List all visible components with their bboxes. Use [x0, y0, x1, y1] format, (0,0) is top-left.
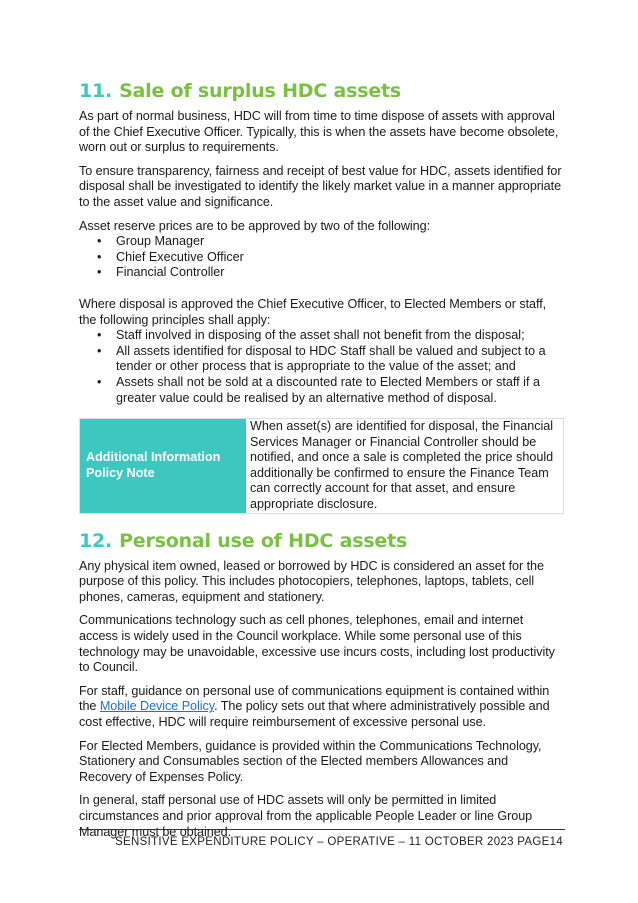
paragraph: Asset reserve prices are to be approved by two of the following:: [79, 218, 431, 233]
page-footer: SENSITIVE EXPENDITURE POLICY – OPERATIVE – 11 OCTOBER 2023 PAGE14: [115, 836, 563, 848]
policy-note-box: [79, 418, 564, 514]
section-number: 11.: [79, 80, 113, 102]
label-line: Additional Information: [86, 450, 221, 465]
section-12-heading: [79, 528, 564, 554]
section-number: 12.: [79, 529, 113, 552]
section-title: Sale of surplus HDC assets: [119, 80, 402, 102]
paragraph: In general, staff personal use of HDC assets will only be permitted in limited circumstances and prior approval from the applicable People Leader or line Group Manager must be obtained.: [79, 793, 533, 839]
paragraph: For Elected Members, guidance is provided within the Communications Technology, Stationery and Consumables section of the Elected members Allowances and Recovery of Expenses Policy.: [79, 738, 542, 784]
principles-list: [79, 328, 564, 406]
text-run: For staff, guidance on personal use of communications equipment is contained within the: [79, 683, 550, 714]
mobile-device-policy-link[interactable]: Mobile Device Policy: [99, 699, 215, 714]
page-content: [79, 78, 564, 840]
paragraph: Communications technology such as cell phones, telephones, email and internet access is widely used in the Council workplace. While some personal use of this technology may be unavoidable, excessive use incurs costs, including lost productivity to Council.: [79, 613, 555, 675]
paragraph: Where disposal is approved the Chief Executive Officer, to Elected Members or staff, the following principles shall apply:: [79, 296, 547, 327]
paragraph: As part of normal business, HDC will from time to time dispose of assets with approval of the Chief Executive Officer. Typically, this is when the assets have become obsolete, worn out or surplus to requirements.: [79, 109, 559, 155]
policy-note-label: [80, 419, 246, 513]
list-item: • Chief Executive Officer: [79, 250, 564, 266]
text-run: . The policy sets out that where administratively possible and cost effective, HDC will require reimbursement of excessive personal use.: [79, 699, 550, 729]
paragraph: To ensure transparency, fairness and receipt of best value for HDC, assets identified for disposal shall be investigated to identify the likely market value in a manner appropriate to the asset value and significance.: [79, 163, 562, 209]
list-item: • All assets identified for disposal to HDC Staff shall be valued and subject to a tender or other process that is appropriate to the value of the asset; and: [79, 344, 564, 375]
footer-divider: [79, 829, 565, 830]
list-item: • Assets shall not be sold at a discounted rate to Elected Members or staff if a greater value could be realised by an alternative method of disposal.: [79, 375, 564, 406]
policy-note-text: When asset(s) are identified for disposal, the Financial Services Manager or Financial Controller should be notified, and once a sale is completed the price should additionally be confirmed to ensure the Finance Team can correctly account for that asset, and ensure appropriate disclosure.: [250, 419, 554, 512]
list-item: • Staff involved in disposing of the asset shall not benefit from the disposal;: [79, 328, 564, 344]
paragraph: Any physical item owned, leased or borrowed by HDC is considered an asset for the purpose of this policy. This includes photocopiers, telephones, laptops, tablets, cell phones, cameras, equipment and stationery.: [79, 558, 544, 604]
list-item: • Financial Controller: [79, 265, 564, 281]
paragraph: [79, 684, 564, 731]
list-item: • Group Manager: [79, 234, 564, 250]
section-11-heading: [79, 78, 564, 104]
section-title: Personal use of HDC assets: [119, 529, 408, 552]
approvers-list: [79, 234, 564, 281]
label-line: Policy Note: [86, 465, 155, 480]
